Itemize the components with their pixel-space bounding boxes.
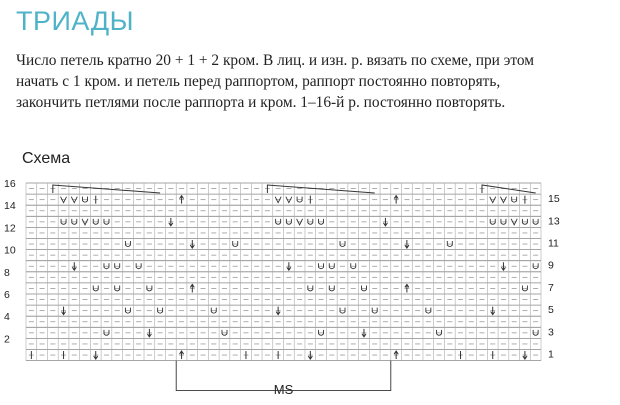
page-title: ТРИАДЫ [16, 6, 135, 36]
left-row-numbers [4, 178, 16, 345]
row-number: 10 [4, 244, 16, 257]
row-number: 8 [4, 266, 10, 279]
row-number: 5 [548, 304, 554, 317]
row-number: 12 [4, 222, 16, 235]
row-number: 11 [548, 237, 559, 250]
row-number: 4 [4, 311, 10, 324]
row-number: 14 [4, 200, 16, 213]
description-line: закончить петлями после раппорта и кром. 1–16-й р. постоянно повторять. [16, 94, 506, 111]
row-number: 13 [548, 215, 560, 228]
row-number: 6 [4, 289, 10, 301]
row-number: 9 [548, 259, 554, 272]
row-number: 1 [548, 348, 554, 361]
scheme-label: Схема [22, 150, 71, 167]
row-number: 2 [4, 333, 10, 346]
right-row-numbers [548, 193, 560, 360]
row-number: 7 [548, 281, 554, 294]
row-number: 3 [548, 326, 554, 339]
pattern-description [16, 50, 606, 113]
description-line: Число петель кратно 20 + 1 + 2 кром. В лиц. и изн. р. вязать по схеме, при этом [16, 52, 534, 69]
chart-grid [26, 183, 541, 361]
repeat-bracket [176, 361, 391, 397]
row-number: 15 [548, 193, 560, 206]
row-number: 16 [4, 178, 16, 190]
knitting-chart [0, 170, 620, 405]
repeat-label: MS [273, 382, 294, 397]
description-line: начать с 1 кром. и петель перед раппортом, раппорт постоянно повторять, [16, 73, 501, 90]
